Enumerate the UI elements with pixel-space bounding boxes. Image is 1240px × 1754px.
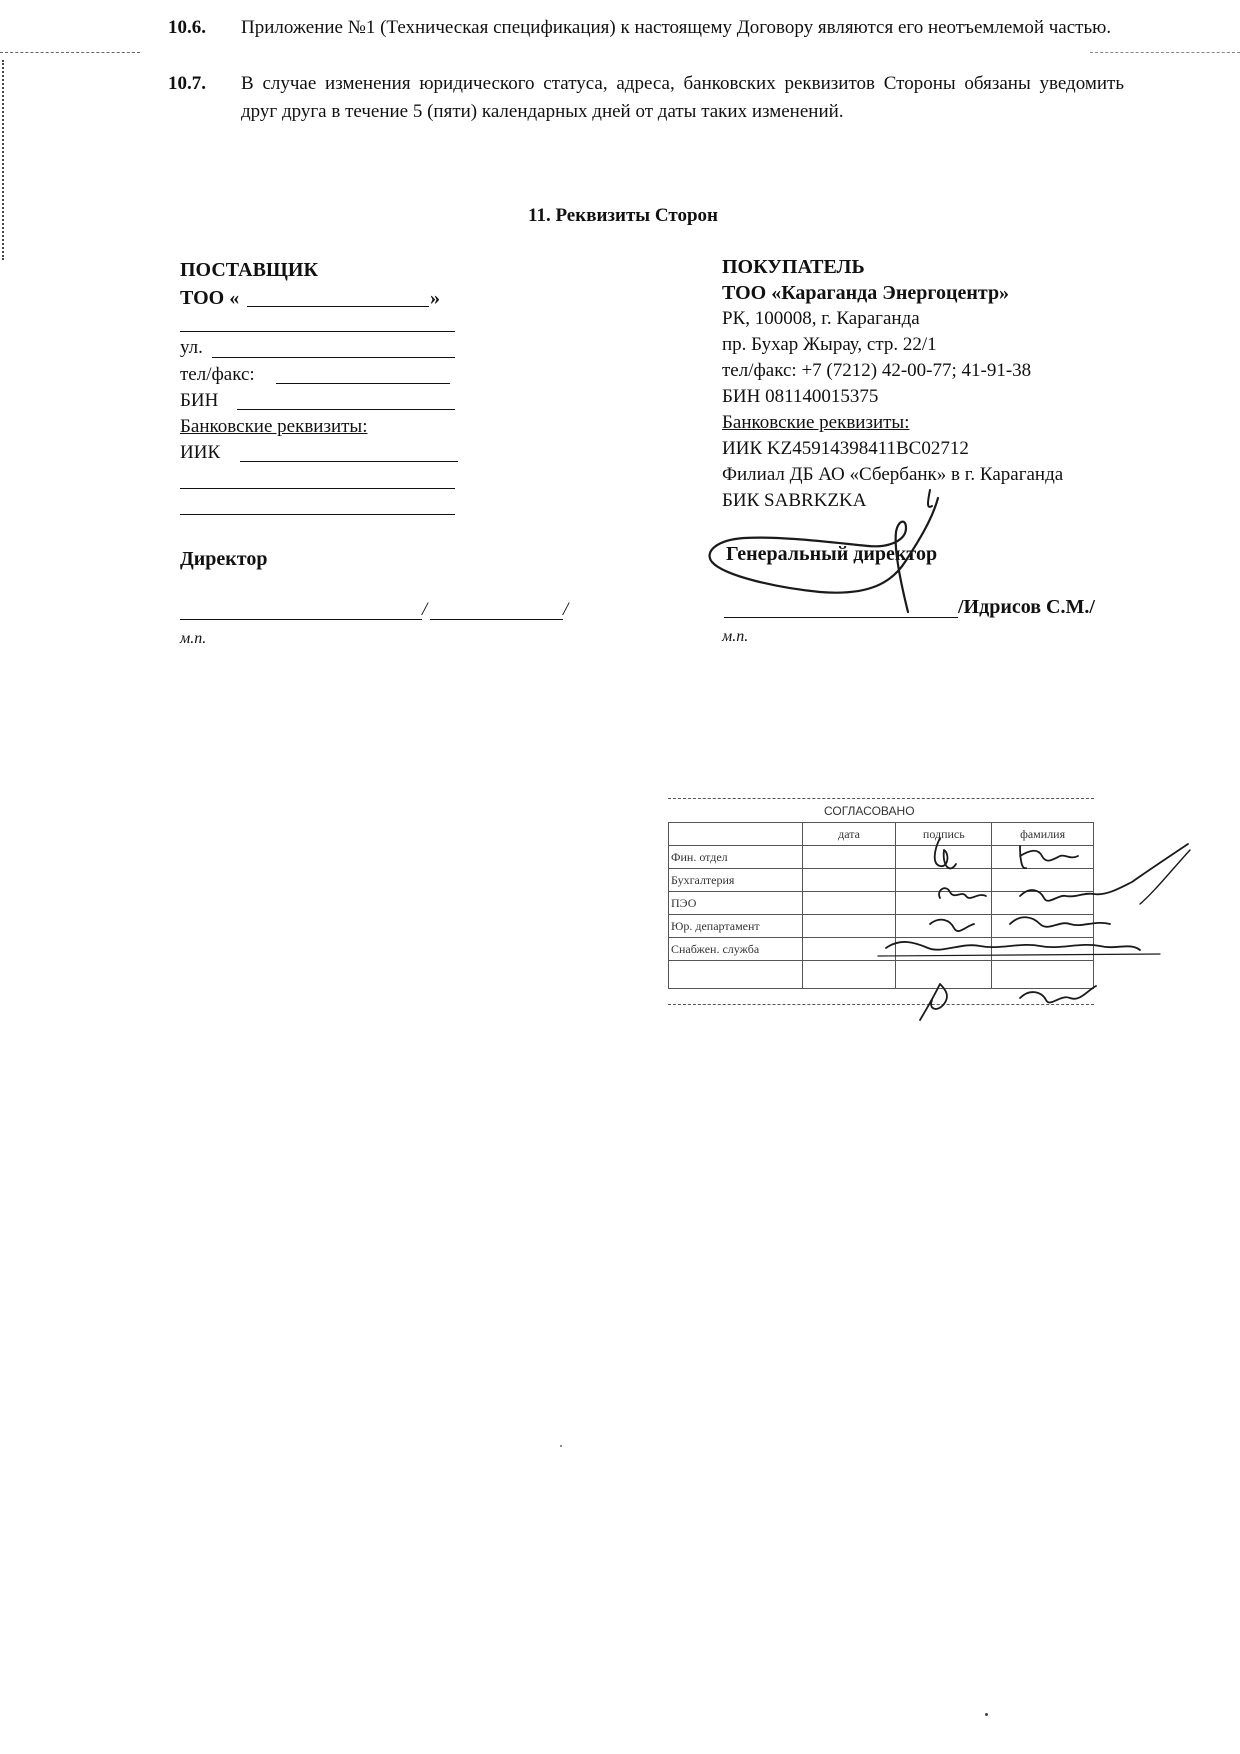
supplier-slash: / <box>563 599 569 620</box>
clause-text: В случае изменения юридического статуса, адреса, банковских реквизитов Стороны обязаны уведомить друг друга в течение 5 (пяти) календарных дней от даты таких изменений. <box>241 73 1124 122</box>
scan-speck <box>985 1713 988 1716</box>
stamp-row-label: Юр. департамент <box>669 915 803 938</box>
buyer-signer-name: /Идрисов С.М./ <box>958 596 1095 618</box>
clause-text: Приложение №1 (Техническая спецификация) к настоящему Договору являются его неотъемлемой частью. <box>241 17 1112 38</box>
buyer-bank-branch: Филиал ДБ АО «Сбербанк» в г. Караганда <box>722 464 1064 485</box>
stamp-top-border <box>668 798 1094 799</box>
stamp-col-surname: фамилия <box>992 823 1094 846</box>
buyer-bik: БИК SABRKZKA <box>722 490 867 511</box>
supplier-street-label: ул. <box>180 337 203 358</box>
buyer-signer-title: Генеральный директор <box>726 543 938 565</box>
stamp-col-signature: подпись <box>896 823 992 846</box>
clause-10-7 <box>168 70 1128 154</box>
supplier-name-line <box>430 619 563 620</box>
buyer-stamp-place: м.п. <box>722 628 749 645</box>
supplier-phone-label: тел/факс: <box>180 364 255 385</box>
scan-mark <box>0 52 140 53</box>
supplier-stamp-place: м.п. <box>180 630 207 647</box>
buyer-iik: ИИК KZ45914398411BC02712 <box>722 438 969 459</box>
supplier-blank-line <box>180 331 455 332</box>
clause-number: 10.7. <box>168 73 206 94</box>
buyer-phone: тел/факс: +7 (7212) 42-00-77; 41-91-38 <box>722 360 1032 381</box>
supplier-heading: ПОСТАВЩИК <box>180 259 318 281</box>
supplier-bank-line <box>180 488 455 489</box>
buyer-address-line1: РК, 100008, г. Караганда <box>722 308 920 329</box>
stamp-cell <box>669 961 803 989</box>
supplier-street-line <box>212 357 455 358</box>
supplier-signer-title: Директор <box>180 548 268 570</box>
stamp-row-label: Фин. отдел <box>669 846 803 869</box>
scan-speck <box>560 1445 562 1447</box>
supplier-bin-line <box>237 409 455 410</box>
clause-10-6 <box>168 14 1128 70</box>
stamp-row-label: Бухгалтерия <box>669 869 803 892</box>
stamp-row-label: Снабжен. служба <box>669 938 803 961</box>
scan-mark <box>2 60 7 260</box>
supplier-company-line <box>247 306 429 307</box>
clause-number: 10.6. <box>168 17 206 38</box>
stamp-col-date: дата <box>802 823 896 846</box>
stamp-row-label: ПЭО <box>669 892 803 915</box>
supplier-iik-line <box>240 461 458 462</box>
approval-signatures <box>870 820 1200 1030</box>
supplier-phone-line <box>276 383 450 384</box>
supplier-signature-line <box>180 619 422 620</box>
buyer-address-line2: пр. Бухар Жырау, стр. 22/1 <box>722 334 937 355</box>
buyer-bank-label: Банковские реквизиты: <box>722 412 910 433</box>
supplier-company-prefix: ТОО « <box>180 287 240 309</box>
buyer-heading: ПОКУПАТЕЛЬ <box>722 256 865 278</box>
supplier-bank-line <box>180 514 455 515</box>
section-title: 11. Реквизиты Сторон <box>528 205 718 226</box>
buyer-bin: БИН 081140015375 <box>722 386 879 407</box>
supplier-bin-label: БИН <box>180 390 219 411</box>
supplier-company-suffix: » <box>430 287 440 309</box>
buyer-company: ТОО «Караганда Энергоцентр» <box>722 282 1010 304</box>
supplier-bank-label: Банковские реквизиты: <box>180 416 368 437</box>
supplier-iik-label: ИИК <box>180 442 221 463</box>
stamp-title: СОГЛАСОВАНО <box>824 804 915 818</box>
stamp-header-blank <box>669 823 803 846</box>
director-signature <box>700 480 950 620</box>
supplier-slash: / <box>422 599 428 620</box>
